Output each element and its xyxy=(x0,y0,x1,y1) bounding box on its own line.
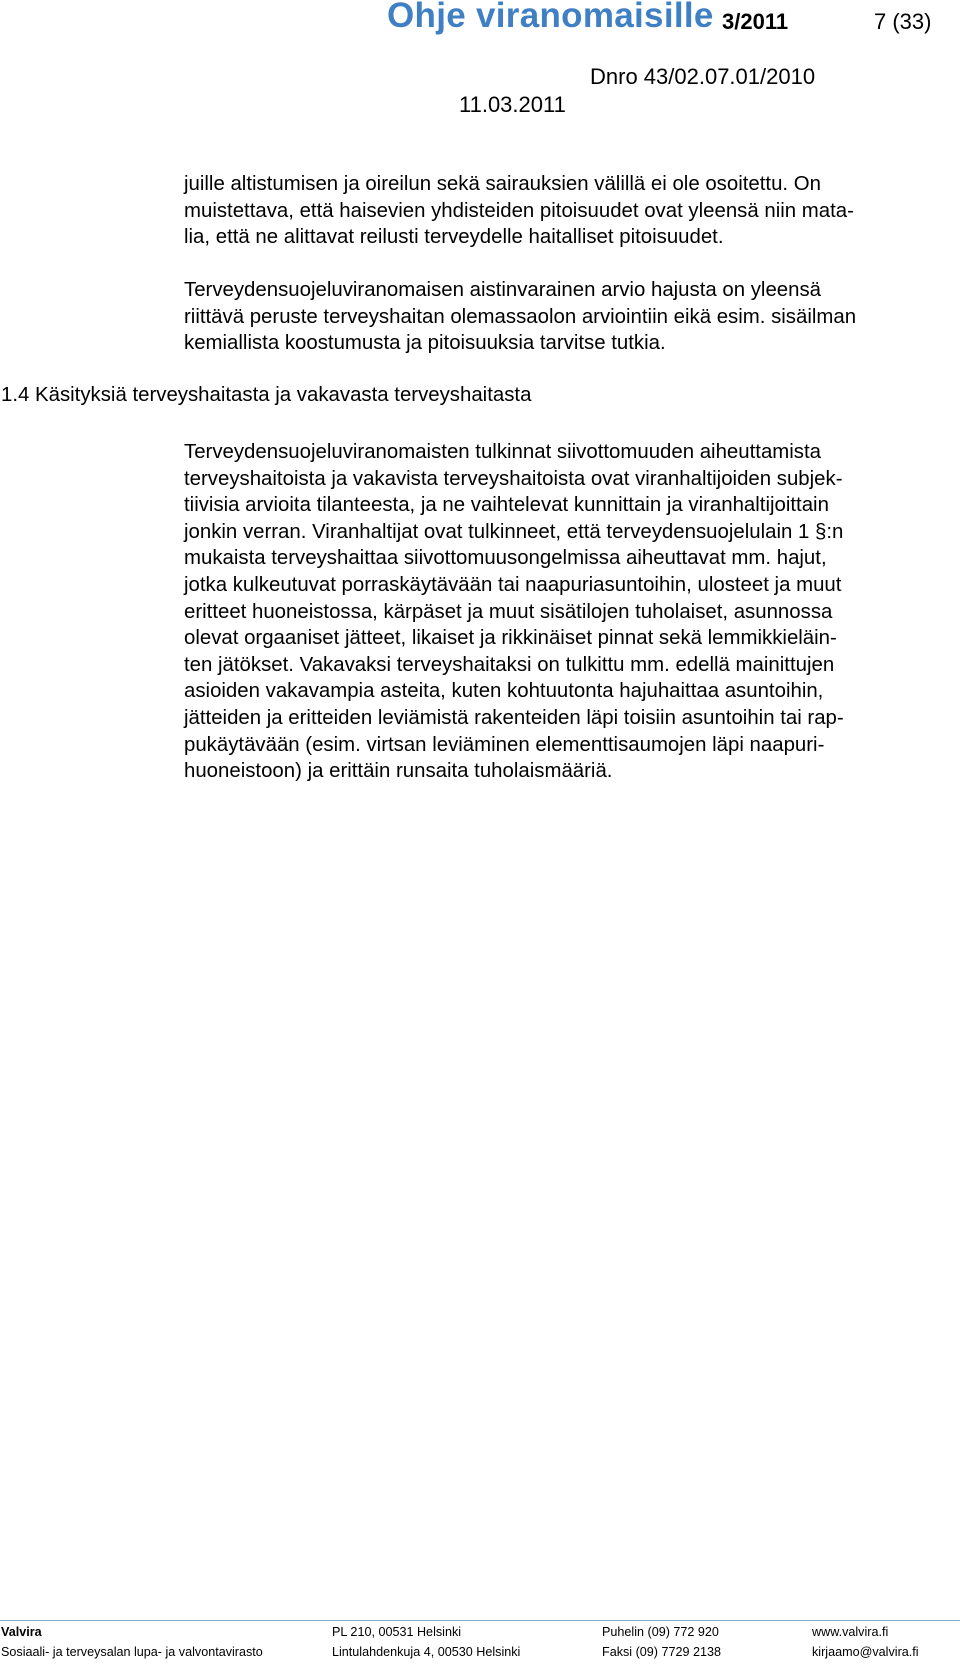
paragraph-line: jotka kulkeutuvat porraskäytävään tai naapuriasuntoihin, ulosteet ja muut xyxy=(184,573,842,596)
paragraph-interpretations xyxy=(184,439,844,785)
paragraph-line: tiivisia arvioita tilanteesta, ja ne vaihtelevat kunnittain ja viranhaltijoittain xyxy=(184,494,829,517)
footer-street-address: Lintulahdenkuja 4, 00530 Helsinki xyxy=(332,1645,521,1659)
document-date: 11.03.2011 xyxy=(459,92,566,117)
page-number: 7 (33) xyxy=(874,9,932,34)
footer-divider xyxy=(0,1620,960,1621)
paragraph-line: jonkin verran. Viranhaltijat ovat tulkinneet, että terveydensuojelulain 1 §:n xyxy=(184,520,844,543)
paragraph-line: juille altistumisen ja oireilun sekä sairauksien välillä ei ole osoitettu. On xyxy=(184,173,821,195)
footer-org-full-name: Sosiaali- ja terveysalan lupa- ja valvontavirasto xyxy=(1,1645,263,1659)
footer-postal-address: PL 210, 00531 Helsinki xyxy=(332,1625,462,1639)
paragraph-line: terveyshaitoista ja vakavista terveyshaitoista ovat viranhaltijoiden subjek- xyxy=(184,467,843,490)
paragraph-line: ten jätökset. Vakavaksi terveyshaitaksi on tulkittu mm. edellä mainittujen xyxy=(184,653,835,676)
paragraph-sensory-assessment xyxy=(184,277,856,357)
paragraph-line: asioiden vakavampia asteita, kuten kohtuutonta hajuhaittaa asuntoihin, xyxy=(184,680,824,703)
section-heading: 1.4 Käsityksiä terveyshaitasta ja vakavasta terveyshaitasta xyxy=(1,384,532,406)
paragraph-line: eritteet huoneistossa, kärpäset ja muut sisätilojen tuholaiset, asunnossa xyxy=(184,600,833,623)
document-title: Ohje viranomaisille xyxy=(387,0,714,35)
paragraph-line: Terveydensuojeluviranomaisen aistinvarainen arvio hajusta on yleensä xyxy=(184,279,822,301)
paragraph-line: pukäytävään (esim. virtsan leviäminen elementtisaumojen läpi naapuri- xyxy=(184,733,825,756)
paragraph-line: kemiallista koostumusta ja pitoisuuksia tarvitse tutkia. xyxy=(184,332,666,355)
paragraph-line: olevat orgaaniset jätteet, likaiset ja rikkinäiset pinnat sekä lemmikkieläin- xyxy=(184,627,837,650)
register-number: Dnro 43/02.07.01/2010 xyxy=(590,64,816,89)
paragraph-line: huoneistoon) ja erittäin runsaita tuholaismääriä. xyxy=(184,760,613,783)
paragraph-line: Terveydensuojeluviranomaisten tulkinnat siivottomuuden aiheuttamista xyxy=(184,441,821,463)
footer-org-name: Valvira xyxy=(1,1625,42,1639)
paragraph-line: lia, että ne alittavat reilusti terveydelle haitalliset pitoisuudet. xyxy=(184,226,724,249)
paragraph-line: jätteiden ja eritteiden leviämistä rakenteiden läpi toisiin asuntoihin tai rap- xyxy=(184,706,844,729)
paragraph-line: mukaista terveyshaittaa siivottomuusongelmissa aiheuttavat mm. hajut, xyxy=(184,547,827,570)
footer-website-link[interactable]: www.valvira.fi xyxy=(812,1625,889,1639)
footer-fax: Faksi (09) 7729 2138 xyxy=(602,1645,722,1659)
paragraph-odour-exposure xyxy=(184,171,854,251)
footer-email-link[interactable]: kirjaamo@valvira.fi xyxy=(812,1645,919,1659)
paragraph-line: riittävä peruste terveyshaitan olemassaolon arviointiin eikä esim. sisäilman xyxy=(184,305,857,328)
footer-phone: Puhelin (09) 772 920 xyxy=(602,1625,719,1639)
issue-number: 3/2011 xyxy=(722,9,789,34)
paragraph-line: muistettava, että haisevien yhdisteiden pitoisuudet ovat yleensä niin mata- xyxy=(184,199,854,222)
